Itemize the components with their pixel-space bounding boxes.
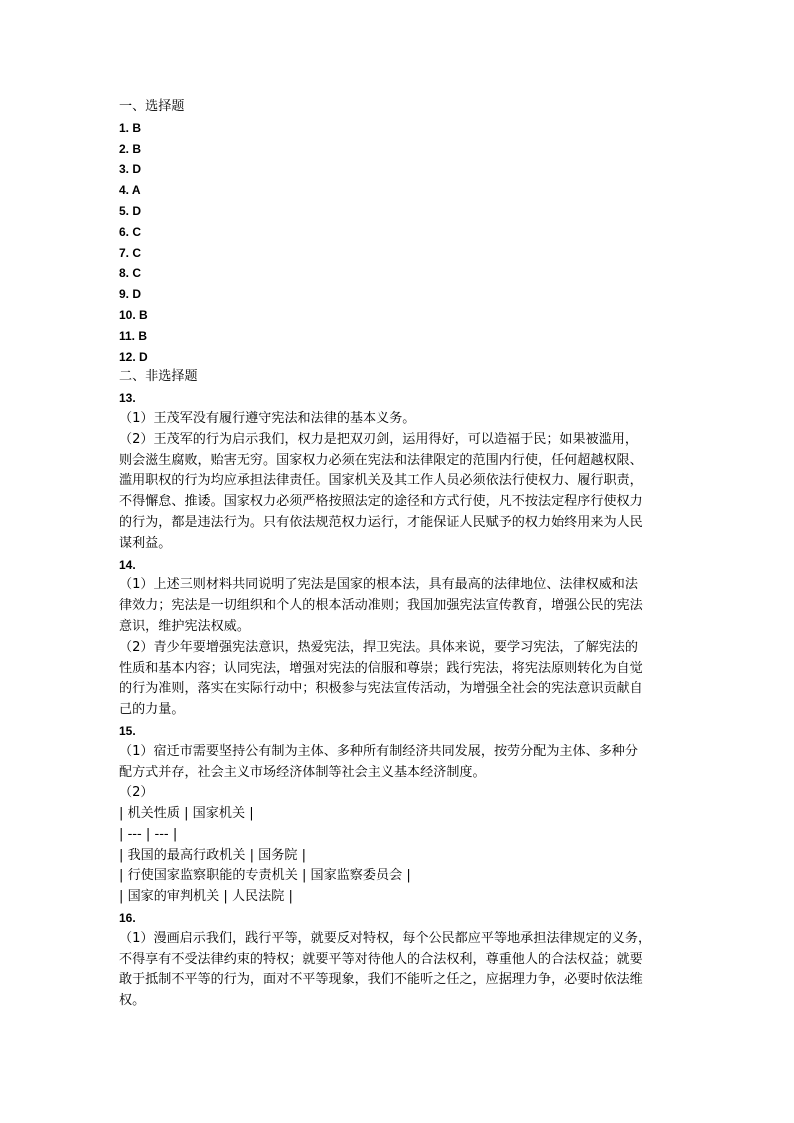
q15-markdown-table: [119, 804, 684, 908]
text-line: | --- | --- |: [119, 826, 178, 842]
text-line: （2）王茂军的行为启示我们，权力是把双刃剑，运用得好，可以造福于民；如果被滥用，: [119, 431, 638, 447]
choice-answer: 12. D: [119, 349, 148, 364]
text-line: 谋利益。: [119, 535, 172, 551]
q15-answer-2-label: （2）: [119, 785, 154, 801]
text-line: 则会滋生腐败，贻害无穷。国家权力必须在宪法和法律限定的范围内行使，任何超越权限、: [119, 452, 643, 468]
text-line: （1）王茂军没有履行遵守宪法和法律的基本义务。: [119, 410, 416, 426]
q14-answer-2: [119, 638, 684, 721]
q14-answer-1: [119, 575, 684, 637]
choice-answer: 2. B: [119, 141, 142, 156]
text-line: （2）青少年要增强宪法意识，热爱宪法，捍卫宪法。具体来说，要学习宪法，了解宪法的: [119, 639, 638, 655]
q13-answer-1: [119, 409, 684, 430]
text-line: 权。: [119, 993, 146, 1009]
q16-answer-1: [119, 929, 684, 1012]
text-line: | 国家的审判机关 | 人民法院 |: [119, 889, 293, 905]
text-line: 律效力；宪法是一切组织和个人的根本活动准则；我国加强宪法宣传教育，增强公民的宪法: [119, 598, 643, 614]
choice-answer: 10. B: [119, 307, 148, 322]
section-title-choice: 一、选择题: [119, 99, 185, 114]
text-line: 敢于抵制不平等的行为，面对不平等现象，我们不能听之任之，应据理力争，必要时依法维: [119, 972, 643, 988]
choice-answer: 6. C: [119, 224, 142, 239]
text-line: 的行为，都是违法行为。只有依法规范权力运行，才能保证人民赋予的权力始终用来为人民: [119, 514, 643, 530]
question-number: 14.: [119, 557, 136, 572]
text-line: 己的力量。: [119, 702, 185, 718]
text-line: 不得懈怠、推诿。国家权力必须严格按照法定的途径和方式行使，凡不按法定程序行使权力: [119, 494, 643, 510]
answer-sheet: [119, 97, 684, 1012]
text-line: | 我国的最高行政机关 | 国务院 |: [119, 847, 307, 863]
choice-answer-list: [119, 118, 684, 368]
text-line: 滥用职权的行为均应承担法律责任。国家机关及其工作人员必须依法行使权力、履行职责，: [119, 473, 643, 489]
question-15: [119, 721, 684, 908]
section-title-nonchoice: 二、非选择题: [119, 369, 198, 385]
question-number: 15.: [119, 723, 136, 738]
text-line: （1）上述三则材料共同说明了宪法是国家的根本法，具有最高的法律地位、法律权威和法: [119, 577, 638, 593]
text-line: 配方式并存，社会主义市场经济体制等社会主义基本经济制度。: [119, 764, 486, 780]
text-line: （1）宿迁市需要坚持公有制为主体、多种所有制经济共同发展，按劳分配为主体、多种分: [119, 743, 638, 759]
choice-answer: 1. B: [119, 120, 142, 135]
choice-answer: 7. C: [119, 245, 142, 260]
choice-answer: 5. D: [119, 203, 142, 218]
choice-answer: 3. D: [119, 162, 142, 177]
text-line: | 机关性质 | 国家机关 |: [119, 806, 254, 822]
text-line: | 行使国家监察职能的专责机关 | 国家监察委员会 |: [119, 868, 411, 884]
text-line: 不得享有不受法律约束的特权；就要平等对待他人的合法权利，尊重他人的合法权益；就要: [119, 951, 643, 967]
text-line: （1）漫画启示我们，践行平等，就要反对特权，每个公民都应平等地承担法律规定的义务，: [119, 930, 652, 946]
question-16: [119, 908, 684, 1012]
question-14: [119, 555, 684, 721]
text-line: 的行为准则，落实在实际行动中；积极参与宪法宣传活动，为增强全社会的宪法意识贡献自: [119, 681, 643, 697]
choice-answer: 4. A: [119, 183, 141, 198]
text-line: 性质和基本内容；认同宪法，增强对宪法的信服和尊崇；践行宪法，将宪法原则转化为自觉: [119, 660, 643, 676]
choice-answer: 8. C: [119, 266, 142, 281]
q15-answer-1: [119, 742, 684, 784]
choice-answer: 11. B: [119, 328, 148, 343]
choice-answer: 9. D: [119, 287, 142, 302]
question-number: 16.: [119, 911, 136, 926]
question-13: [119, 388, 684, 554]
question-number: 13.: [119, 391, 136, 406]
text-line: 意识，维护宪法权威。: [119, 618, 250, 634]
q13-answer-2: [119, 430, 684, 555]
